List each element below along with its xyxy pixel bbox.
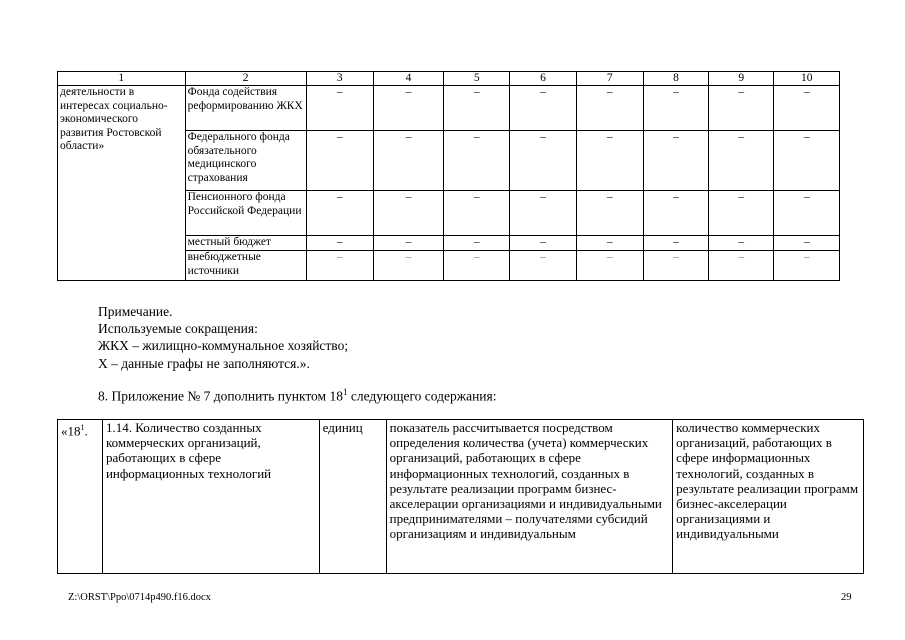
header-cell: 8 xyxy=(643,72,708,86)
dash-cell: – xyxy=(306,86,373,131)
note-line: Х – данные графы не заполняются.». xyxy=(98,355,310,371)
source-cell: внебюджетные источники xyxy=(185,251,306,281)
table-header-row xyxy=(58,72,840,86)
amendment-paragraph xyxy=(98,384,497,405)
dash-cell: – xyxy=(774,86,840,131)
source-cell: Фонда содействия реформированию ЖКХ xyxy=(185,86,306,131)
indicator-table xyxy=(57,419,864,574)
dash-cell: – xyxy=(510,131,576,191)
dash-cell: – xyxy=(643,131,708,191)
dash-cell: – xyxy=(774,251,840,281)
dash-cell: – xyxy=(709,131,774,191)
dash-cell: – xyxy=(373,236,443,251)
paragraph-sup: 1 xyxy=(342,387,348,397)
dash-cell: – xyxy=(576,131,643,191)
header-cell: 7 xyxy=(576,72,643,86)
paragraph-text-end: следующего содержания: xyxy=(347,388,497,404)
dash-cell: – xyxy=(643,236,708,251)
dash-cell: – xyxy=(306,251,373,281)
source-cell: Пенсионного фонда Российской Федерации xyxy=(185,191,306,236)
dash-cell: – xyxy=(444,86,510,131)
dash-cell: – xyxy=(709,86,774,131)
dash-cell: – xyxy=(643,191,708,236)
note-line: ЖКХ – жилищно-коммунальное хозяйство; xyxy=(98,338,349,354)
dash-cell: – xyxy=(709,191,774,236)
dash-cell: – xyxy=(306,131,373,191)
source-cell: местный бюджет xyxy=(185,236,306,251)
dash-cell: – xyxy=(643,251,708,281)
dash-cell: – xyxy=(774,131,840,191)
header-cell: 4 xyxy=(373,72,443,86)
dash-cell: – xyxy=(373,86,443,131)
dash-cell: – xyxy=(510,236,576,251)
dash-cell: – xyxy=(774,236,840,251)
header-cell: 10 xyxy=(774,72,840,86)
table-row xyxy=(58,86,840,131)
dash-cell: – xyxy=(774,191,840,236)
dash-cell: – xyxy=(373,251,443,281)
dash-cell: – xyxy=(373,191,443,236)
dash-cell: – xyxy=(510,251,576,281)
method-cell: показатель рассчитывается посредством определения количества (учета) коммерческих организаций, работающих в сфере информационных технологий, созданных в результате реализации программ бизнес-акселерации организациями и индивидуальными предпринимателями – получателями субсидий организациям и индивидуальным xyxy=(386,420,673,574)
header-cell: 2 xyxy=(185,72,306,86)
dash-cell: – xyxy=(510,191,576,236)
notes-block xyxy=(98,303,348,372)
dash-cell: – xyxy=(576,251,643,281)
dash-cell: – xyxy=(643,86,708,131)
header-cell: 5 xyxy=(444,72,510,86)
row-number-dot: . xyxy=(84,423,88,439)
unit-cell: единиц xyxy=(319,420,386,574)
table-row xyxy=(58,420,864,574)
program-name-cell: деятельности в интересах социально-экономического развития Ростовской области» xyxy=(58,86,186,281)
note-title: Примечание. xyxy=(98,304,173,319)
header-cell: 6 xyxy=(510,72,576,86)
footer-page-number: 29 xyxy=(841,592,852,603)
paragraph-text: 8. Приложение № 7 дополнить пунктом 18 xyxy=(98,388,343,404)
budget-table xyxy=(57,71,840,281)
header-cell: 1 xyxy=(58,72,186,86)
footer-file-path: Z:\ORST\Ppo\0714p490.f16.docx xyxy=(68,592,211,603)
dash-cell: – xyxy=(373,131,443,191)
dash-cell: – xyxy=(444,236,510,251)
dash-cell: – xyxy=(576,236,643,251)
basic-cell: количество коммерческих организаций, работающих в сфере информационных технологий, созданных в результате реализации программ бизнес-акселерации организациями и индивидуальными xyxy=(673,420,864,574)
dash-cell: – xyxy=(444,251,510,281)
dash-cell: – xyxy=(709,251,774,281)
dash-cell: – xyxy=(709,236,774,251)
dash-cell: – xyxy=(576,191,643,236)
indicator-cell: 1.14. Количество созданных коммерческих организаций, работающих в сфере информационных технологий xyxy=(102,420,319,574)
row-number-cell xyxy=(58,420,103,574)
dash-cell: – xyxy=(306,236,373,251)
dash-cell: – xyxy=(510,86,576,131)
dash-cell: – xyxy=(444,191,510,236)
source-cell: Федерального фонда обязательного медицинского страхования xyxy=(185,131,306,191)
header-cell: 3 xyxy=(306,72,373,86)
dash-cell: – xyxy=(306,191,373,236)
dash-cell: – xyxy=(444,131,510,191)
note-line: Используемые сокращения: xyxy=(98,321,258,337)
dash-cell: – xyxy=(576,86,643,131)
header-cell: 9 xyxy=(709,72,774,86)
row-number-sup: 1 xyxy=(80,423,85,432)
row-number: «18 xyxy=(61,423,81,439)
